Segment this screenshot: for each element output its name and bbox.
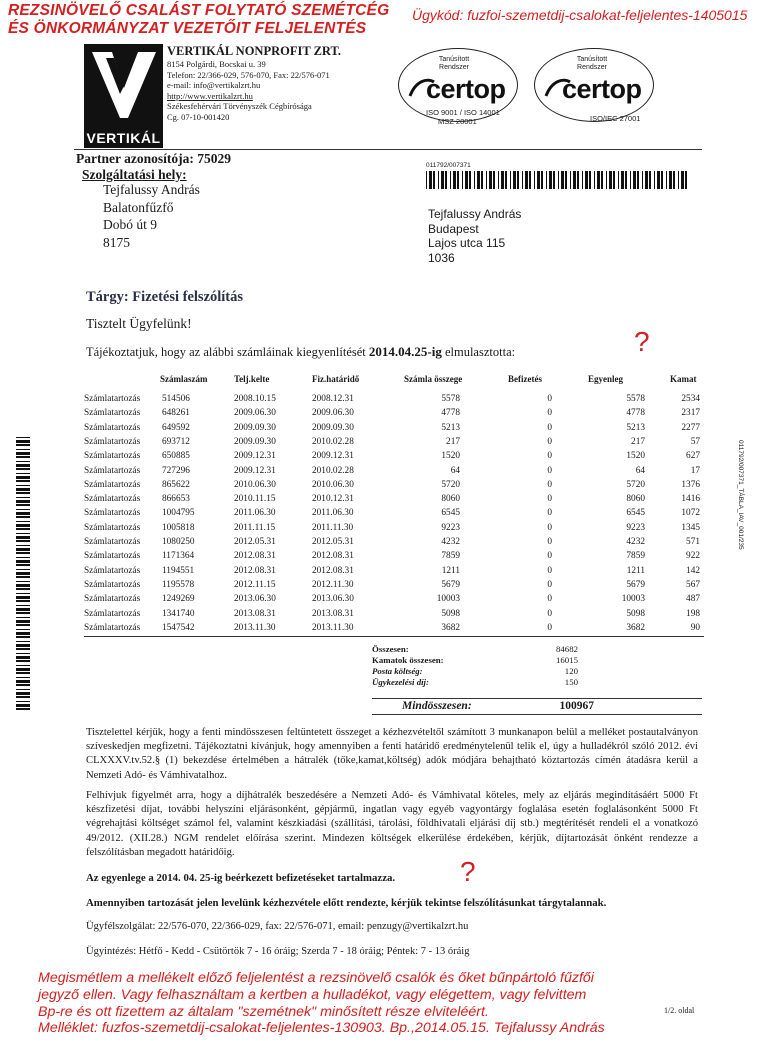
company-court: Székesfehérvári Törvényszék Cégbírósága [167, 101, 312, 112]
customer-service-contact: Ügyfélszolgálat: 22/576-070, 22/366-029, fax: 22/576-071, email: penzugy@vertikalzrt.hu [86, 921, 469, 932]
postal-barcode [426, 171, 690, 189]
due-date: 2013.06.30 [312, 594, 354, 605]
invoice-number: 1341740 [162, 608, 195, 619]
reference-number: 011792/007371 [426, 162, 471, 169]
company-registration: Cg. 07-10-001420 [167, 111, 230, 122]
balance: 5578 [626, 394, 645, 404]
performance-date: 2012.05.31 [234, 537, 276, 547]
due-date: 2010.12.31 [312, 494, 354, 505]
certop-mark-2 [534, 44, 674, 128]
performance-date: 2009.12.31 [234, 451, 276, 462]
payment-request-paragraph: Tisztelettel kérjük, hogy a fenti mindösszesen feltüntetett összeget a kézhezvételtől számított 3 munkanapon belül a melléket postautalványon szíveskedjen megfizetni. Tájékoztatni kívánjuk, hogy amennyiben a fenti határidő eredménytelenül telik el, úgy a hulladékról szóló 2012. évi CLXXXV.tv.52.§ (1) bekezdése értelmében a hátralék (tőke,kamat,költség) adók módjára behajtható köztartozás címén átadásra kerül a Nemzeti Adó- és Vámhivatalhoz. [86, 727, 698, 781]
invoice-amount: 9223 [441, 522, 460, 533]
cert-iso-1: ISO 9001 / ISO 14001 [426, 108, 500, 117]
intro-after: elmulasztotta: [441, 345, 516, 359]
complaint-title [8, 2, 389, 38]
invoice-number: 1171364 [162, 551, 195, 562]
due-date: 2010.02.28 [312, 465, 354, 476]
invoice-amount: 1211 [441, 565, 460, 576]
grand-total-label: Mindösszesen: [402, 700, 472, 712]
payment: 0 [547, 579, 552, 590]
row-type: Számlatartozás [84, 451, 141, 462]
balance: 1211 [626, 565, 645, 576]
cert-iso-2: ISO/IEC 27001 [590, 114, 641, 123]
interest: 571 [686, 537, 700, 547]
company-details [167, 44, 341, 123]
row-type: Számlatartozás [84, 436, 141, 447]
performance-date: 2011.06.30 [234, 508, 276, 519]
invoice-amount: 5213 [441, 422, 460, 433]
interest: 567 [686, 579, 700, 590]
table-row [84, 480, 704, 494]
col-invoice-amount: Számla összege [404, 374, 463, 384]
cert-brand-2: certop [562, 74, 642, 104]
invoice-amount: 4778 [441, 408, 460, 419]
balance: 5098 [626, 608, 645, 619]
row-type: Számlatartozás [84, 537, 141, 547]
invoice-number: 1005818 [162, 522, 195, 533]
due-date: 2008.12.31 [312, 394, 354, 404]
totals-bottom-rule [372, 714, 702, 715]
row-type: Számlatartozás [84, 465, 141, 476]
invoice-number: 514506 [162, 394, 190, 404]
header-divider [74, 149, 702, 150]
invoice-amount: 5720 [441, 479, 460, 490]
invoice-amount: 10003 [436, 594, 460, 605]
recipient-line: Tejfalussy András [428, 207, 522, 221]
due-date: 2013.11.30 [312, 622, 354, 633]
balance: 6545 [626, 508, 645, 519]
recipient-line: Lajos utca 115 [428, 236, 506, 250]
invoice-amount: 64 [450, 465, 460, 476]
interest: 90 [690, 622, 700, 633]
performance-date: 2012.08.31 [234, 565, 276, 576]
due-date: 2012.05.31 [312, 537, 354, 547]
company-phone: Telefon: 22/366-029, 576-070, Fax: 22/576-071 [167, 69, 330, 80]
table-row [84, 408, 704, 422]
service-location-address [103, 181, 200, 251]
balance-note: Az egyenlege a 2014. 04. 25-ig beérkezett befizetéseket tartalmazza. [86, 872, 396, 884]
invoice-number: 865622 [162, 479, 190, 490]
table-row [84, 580, 704, 594]
footer-line: Megismétlem a mellékelt előző feljelentést a rezsinövelő csalók és őket bűnpártoló fűzfői [38, 970, 594, 986]
service-location-line: Balatonfűzfő [103, 199, 174, 215]
table-row [84, 437, 704, 451]
row-type: Számlatartozás [84, 565, 141, 576]
row-type: Számlatartozás [84, 608, 141, 619]
balance: 5213 [626, 422, 645, 433]
row-type: Számlatartozás [84, 522, 141, 533]
row-type: Számlatartozás [84, 579, 141, 590]
interest: 198 [686, 608, 700, 619]
balance: 7859 [626, 551, 645, 562]
case-id: Ügykód: fuzfoi-szemetdij-csalokat-feljelentes-1405015 [412, 7, 748, 23]
due-date: 2012.11.30 [312, 579, 354, 590]
invoice-amount: 4232 [441, 537, 460, 547]
table-row [84, 537, 704, 551]
col-performance-date: Telj.kelte [234, 374, 270, 384]
total-label: Posta költség: [372, 666, 423, 676]
payment: 0 [547, 422, 552, 433]
table-row [84, 551, 704, 565]
performance-date: 2010.06.30 [234, 479, 276, 490]
balance: 8060 [626, 494, 645, 505]
certop-mark-1 [398, 44, 538, 128]
office-hours: Ügyintézés: Hétfő - Kedd - Csütörtök 7 - 16 óráig; Szerda 7 - 18 óráig; Péntek: 7 - 13 óráig [86, 946, 470, 957]
cert-top2-2: Rendszer [577, 64, 607, 71]
row-type: Számlatartozás [84, 494, 141, 505]
payment: 0 [547, 537, 552, 547]
performance-date: 2013.06.30 [234, 594, 276, 605]
performance-date: 2010.11.15 [234, 494, 276, 505]
table-row [84, 451, 704, 465]
interest: 627 [686, 451, 700, 462]
invoice-number: 1249269 [162, 594, 195, 605]
enforcement-notice-paragraph: Felhívjuk figyelmét arra, hogy a díjhátralék beszedésére a Nemzeti Adó- és Vámhivatal köteles, mely az eljárás megindításáért 5000 Ft készfizetési díjat, további helyszíni eljárásonként, gépjármű, ingatlan vagy egyéb vagyontárgy foglalása esetén foglalásonként 5000 Ft végrehajtási költséget számol fel, valamint készkiadási (szállítási, tárolási, földhivatali eljárási díj stb.) megtérítését rendeli el a vonatkozó 49/2012. (XII.28.) NGM rendelet előírása szerint. Mindezen költségek elkerülése érdekében, kérjük, díjtartozását önként rendezze a felszólításban megadott határidőig. [86, 790, 698, 858]
table-row [84, 494, 704, 508]
due-date: 2012.08.31 [312, 565, 354, 576]
due-date: 2013.08.31 [312, 608, 354, 619]
letter-subject: Tárgy: Fizetési felszólítás [86, 289, 244, 305]
footer-line: Melléklet: fuzfos-szemetdij-csalokat-feljelentes-130903. Bp.,2014.05.15. Tejfalussy András [38, 1020, 605, 1037]
total-label: Kamatok összesen: [372, 655, 444, 665]
service-location-line: Dobó út 9 [103, 217, 157, 232]
row-type: Számlatartozás [84, 508, 141, 519]
payment: 0 [547, 508, 552, 519]
col-payment: Befizetés [508, 374, 542, 384]
row-type: Számlatartozás [84, 422, 141, 433]
payment: 0 [547, 594, 552, 605]
interest: 2534 [681, 394, 700, 404]
performance-date: 2009.12.31 [234, 465, 276, 476]
invoice-number: 649592 [162, 422, 190, 433]
total-value: 150 [564, 677, 578, 687]
performance-date: 2011.11.15 [234, 522, 276, 533]
table-row [84, 423, 704, 437]
row-type: Számlatartozás [84, 408, 141, 419]
due-date: 2012.08.31 [312, 551, 354, 562]
balance: 9223 [626, 522, 645, 533]
total-row [372, 677, 702, 688]
cert-iso2-1: MSZ 28001 [438, 117, 477, 126]
balance: 10003 [621, 594, 645, 605]
question-mark-annotation: ? [460, 856, 476, 887]
table-bottom-rule [84, 636, 704, 637]
balance: 4232 [626, 537, 645, 547]
payment: 0 [547, 479, 552, 490]
letter-intro [86, 344, 515, 360]
balance: 3682 [626, 622, 645, 633]
performance-date: 2009.06.30 [234, 408, 276, 419]
company-logo [84, 44, 163, 148]
due-date: 2011.06.30 [312, 508, 354, 519]
complaint-footer [38, 970, 728, 1037]
intro-deadline: 2014.04.25-ig [368, 344, 442, 359]
performance-date: 2013.11.30 [234, 622, 276, 633]
total-row [372, 666, 702, 677]
payment: 0 [547, 565, 552, 576]
row-type: Számlatartozás [84, 479, 141, 490]
invoice-number: 648261 [162, 408, 190, 419]
payment: 0 [547, 622, 552, 633]
balance: 64 [635, 465, 645, 476]
question-mark-annotation: ? [634, 326, 650, 357]
invoice-number: 866653 [162, 494, 190, 505]
performance-date: 2009.09.30 [234, 436, 276, 447]
cert-top-2: Tanúsított [576, 56, 608, 63]
payment: 0 [547, 394, 552, 404]
invoice-number: 1080250 [162, 537, 195, 547]
logo-text: VERTIKÁL [86, 130, 161, 146]
row-type: Számlatartozás [84, 551, 141, 562]
table-row [84, 609, 704, 623]
table-row [84, 466, 704, 480]
col-due-date: Fiz.határidő [312, 374, 360, 384]
side-barcode [16, 437, 30, 712]
invoice-amount: 217 [446, 436, 460, 447]
interest: 2277 [681, 422, 700, 433]
interest: 57 [690, 436, 700, 447]
footer-line: Bp-re és ott fizettem az általam "szemétnek" minősített része elviteléért. [38, 1003, 489, 1020]
invoice-amount: 8060 [441, 494, 460, 505]
row-type: Számlatartozás [84, 622, 141, 633]
invoice-amount: 5679 [441, 579, 460, 590]
invoice-number: 650885 [162, 451, 190, 462]
company-address: 8154 Polgárdi, Bocskai u. 39 [167, 59, 266, 69]
footer-line: jegyző ellen. Vagy felhasználtam a kertben a hulladékot, vagy elégettem, vagy felvittem [38, 986, 587, 1003]
table-row [84, 523, 704, 537]
table-row [84, 623, 704, 637]
cert-top-1: Tanúsított [438, 56, 470, 63]
col-balance: Egyenleg [588, 374, 623, 384]
payment: 0 [547, 494, 552, 505]
performance-date: 2012.11.15 [234, 579, 276, 590]
invoice-number: 1195578 [162, 579, 195, 590]
balance: 217 [631, 436, 645, 447]
vertikal-v-icon [84, 44, 163, 126]
table-row [84, 566, 704, 580]
interest: 1416 [681, 494, 700, 505]
due-date: 2011.11.30 [312, 522, 354, 533]
recipient-line: 1036 [428, 250, 455, 265]
payment: 0 [547, 551, 552, 562]
recipient-address [428, 207, 521, 265]
interest: 17 [690, 465, 700, 476]
already-paid-note: Amennyiben tartozását jelen levelünk kézhezvétele előtt rendezte, kérjük tekintse felszólításunkat tárgytalannak. [86, 897, 607, 909]
payment: 0 [547, 408, 552, 419]
due-date: 2009.06.30 [312, 408, 354, 419]
invoice-amount: 7859 [441, 551, 460, 562]
balance: 5679 [626, 579, 645, 590]
invoice-amount: 5578 [441, 394, 460, 404]
interest: 142 [686, 565, 700, 576]
invoice-number: 1547542 [162, 622, 195, 633]
payment: 0 [547, 451, 552, 462]
payment: 0 [547, 465, 552, 476]
table-row [84, 594, 704, 608]
intro-before: Tájékoztatjuk, hogy az alábbi számláinak kiegyenlítését [86, 345, 369, 359]
balance: 4778 [626, 408, 645, 419]
due-date: 2009.12.31 [312, 451, 354, 462]
side-reference: 011792/007371_TÁBLA_IAV_001/235 [737, 440, 744, 550]
invoice-amount: 1520 [441, 451, 460, 462]
interest: 922 [686, 551, 700, 562]
invoice-number: 727296 [162, 465, 190, 476]
total-value: 16015 [556, 655, 578, 665]
balance: 5720 [626, 479, 645, 490]
company-email: e-mail: info@vertikalzrt.hu [167, 80, 261, 91]
interest: 1345 [681, 522, 700, 533]
performance-date: 2008.10.15 [234, 394, 276, 404]
invoice-number: 693712 [162, 436, 190, 447]
interest: 1376 [681, 479, 700, 490]
total-row [372, 655, 702, 666]
total-value: 120 [564, 666, 578, 676]
complaint-title-line1: REZSINÖVELŐ CSALÁST FOLYTATÓ SZEMÉTCÉG [8, 2, 390, 19]
col-interest: Kamat [670, 374, 697, 384]
payment: 0 [547, 608, 552, 619]
table-row [84, 508, 704, 522]
letter-greeting: Tisztelt Ügyfelünk! [86, 316, 192, 331]
interest: 487 [686, 594, 700, 605]
payment: 0 [547, 436, 552, 447]
balance: 1520 [626, 451, 645, 462]
total-label: Ügykezelési díj: [372, 677, 429, 687]
partner-id: Partner azonosítója: 75029 [76, 151, 231, 166]
interest: 2317 [681, 408, 700, 419]
due-date: 2009.09.30 [312, 422, 354, 433]
invoice-amount: 3682 [441, 622, 460, 633]
grand-total-value: 100967 [559, 700, 594, 712]
service-location-line: 8175 [103, 234, 130, 250]
invoice-amount: 5098 [441, 608, 460, 619]
total-value: 84682 [556, 644, 578, 654]
cert-top2-1: Rendszer [439, 64, 469, 71]
total-row [372, 644, 702, 655]
interest: 1072 [681, 508, 700, 519]
row-type: Számlatartozás [84, 394, 141, 404]
company-website-link[interactable]: http://www.vertikalzrt.hu [167, 90, 253, 101]
invoice-table-header [84, 374, 704, 390]
invoice-amount: 6545 [441, 508, 460, 519]
total-label: Összesen: [372, 644, 409, 654]
complaint-title-line2: ÉS ÖNKORMÁNYZAT VEZETŐIT FELJELENTÉS [8, 20, 367, 37]
recipient-line: Budapest [428, 221, 479, 236]
payment: 0 [547, 522, 552, 533]
due-date: 2010.06.30 [312, 479, 354, 490]
performance-date: 2012.08.31 [234, 551, 276, 562]
due-date: 2010.02.28 [312, 436, 354, 447]
cert-brand-1: certop [426, 74, 506, 104]
invoice-number: 1194551 [162, 565, 195, 576]
table-row [84, 394, 704, 408]
totals-divider [372, 698, 702, 699]
page-number: 1/2. oldal [664, 1006, 695, 1015]
performance-date: 2013.08.31 [234, 608, 276, 619]
service-location-label: Szolgáltatási hely: [82, 167, 187, 182]
row-type: Számlatartozás [84, 594, 141, 605]
invoice-number: 1004795 [162, 508, 195, 519]
service-location-line: Tejfalussy András [103, 182, 200, 197]
performance-date: 2009.09.30 [234, 422, 276, 433]
col-invoice-number: Számlaszám [160, 374, 208, 384]
company-name: VERTIKÁL NONPROFIT ZRT. [167, 44, 342, 58]
